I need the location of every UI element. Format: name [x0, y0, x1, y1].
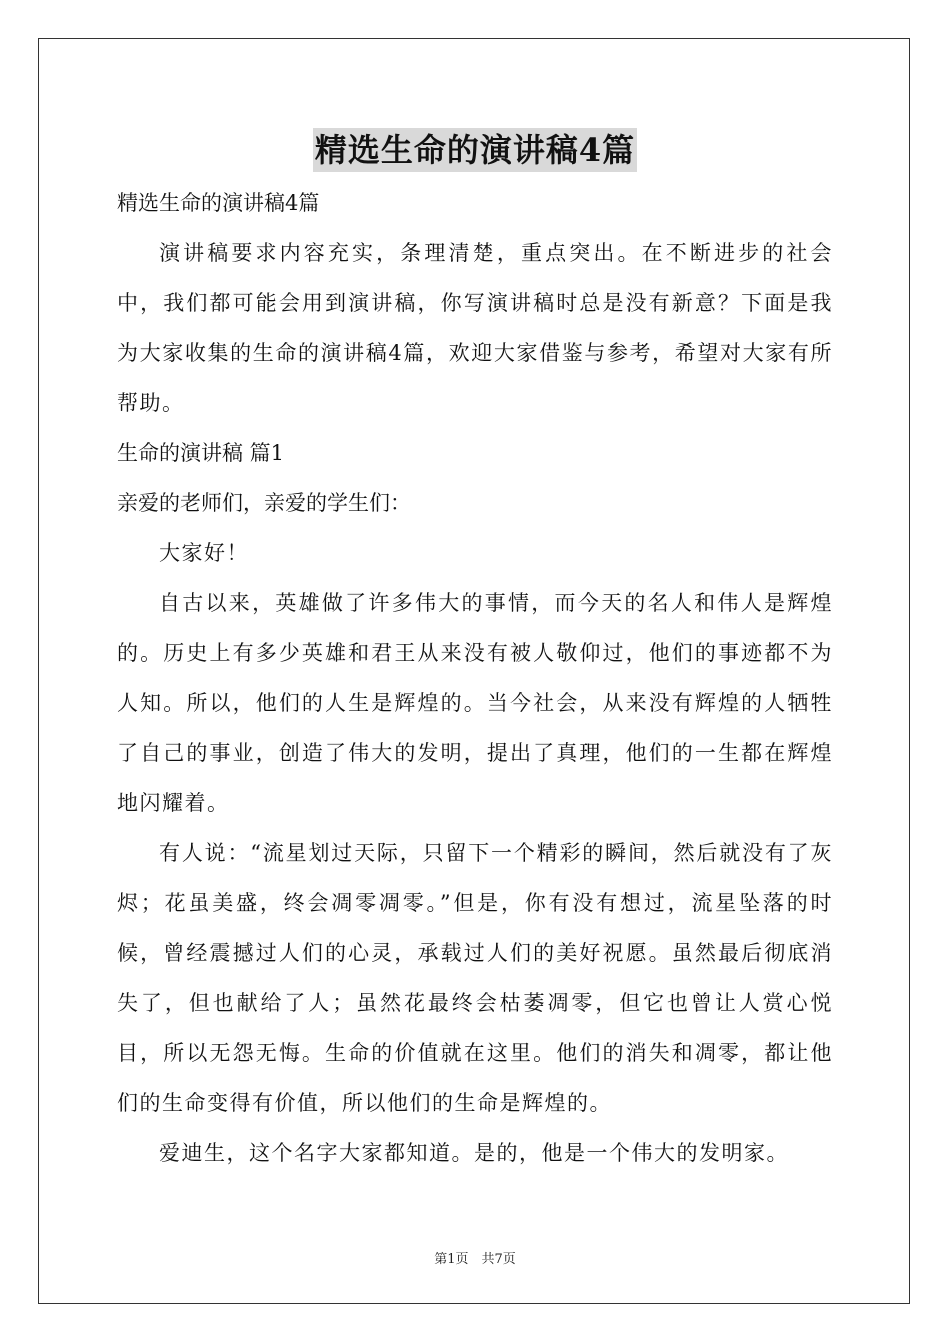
- document-body: [117, 178, 833, 1178]
- intro-paragraph: 演讲稿要求内容充实，条理清楚，重点突出。在不断进步的社会中，我们都可能会用到演讲稿，你写演讲稿时总是没有新意？下面是我为大家收集的生命的演讲稿4篇，欢迎大家借鉴与参考，希望对大家有所帮助。: [117, 241, 833, 415]
- title-container: [0, 128, 950, 172]
- body-paragraph-2: 有人说：“流星划过天际，只留下一个精彩的瞬间，然后就没有了灰烬；花虽美盛，终会凋零凋零。”但是，你有没有想过，流星坠落的时候，曾经震撼过人们的心灵，承载过人们的美好祝愿。虽然最后彻底消失了，但也献给了人；虽然花最终会枯萎凋零，但它也曾让人赏心悦目，所以无怨无悔。生命的价值就在这里。他们的消失和凋零，都让他们的生命变得有价值，所以他们的生命是辉煌的。: [117, 841, 833, 1115]
- salutation: 亲爱的老师们，亲爱的学生们：: [117, 491, 411, 515]
- body-paragraph-3: 爱迪生，这个名字大家都知道。是的，他是一个伟大的发明家。: [159, 1141, 789, 1165]
- section-heading: 生命的演讲稿 篇1: [117, 441, 285, 465]
- subtitle-line: 精选生命的演讲稿4篇: [117, 191, 320, 215]
- document-title: 精选生命的演讲稿4篇: [313, 128, 637, 172]
- greeting-paragraph: 大家好！: [159, 541, 249, 565]
- page-footer: 第1页 共7页: [434, 1252, 516, 1267]
- body-paragraph-1: 自古以来，英雄做了许多伟大的事情，而今天的名人和伟人是辉煌的。历史上有多少英雄和君王从来没有被人敬仰过，他们的事迹都不为人知。所以，他们的人生是辉煌的。当今社会，从来没有辉煌的人牺牲了自己的事业，创造了伟大的发明，提出了真理，他们的一生都在辉煌地闪耀着。: [117, 591, 833, 815]
